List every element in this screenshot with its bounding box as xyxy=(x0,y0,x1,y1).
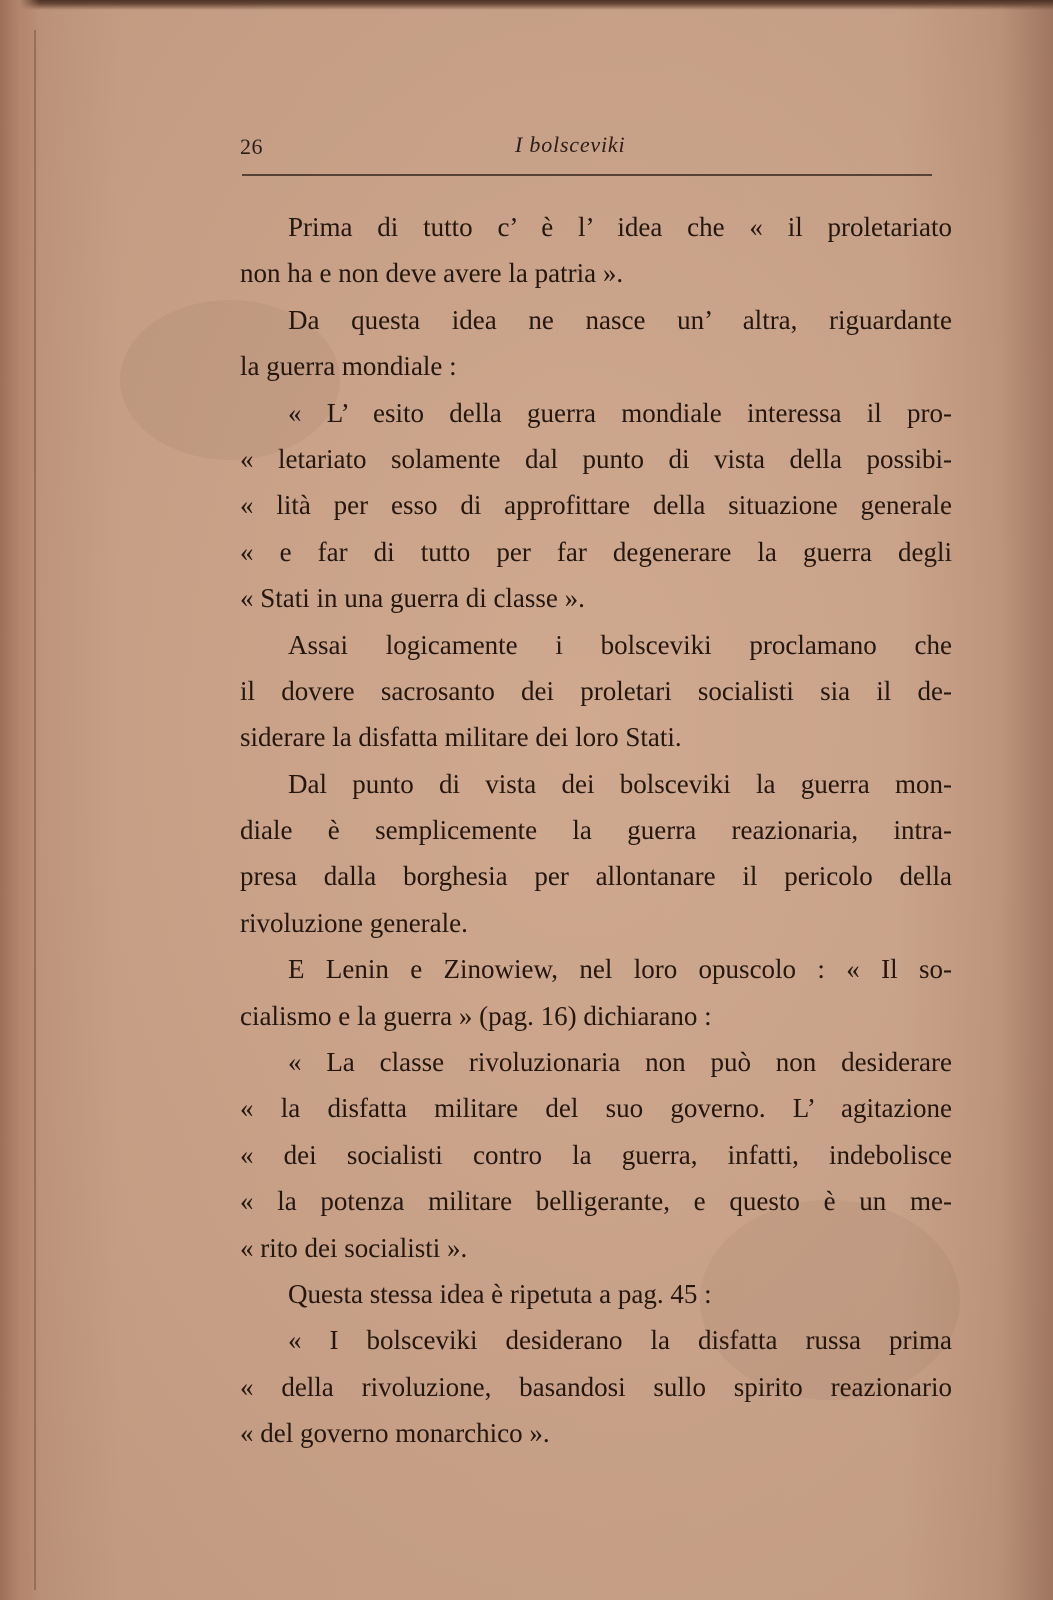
quote-line: « letariato solamente dal punto di vista della possibi- xyxy=(240,443,952,474)
quote-line: « L’ esito della guerra mondiale interessa il pro- xyxy=(288,397,952,428)
text-line: siderare la disfatta militare dei loro Stati. xyxy=(240,722,682,753)
quote-line: « lità per esso di approfittare della situazione generale xyxy=(240,490,952,521)
quote-line: « rito dei socialisti ». xyxy=(240,1232,468,1263)
text-line: Dal punto di vista dei bolsceviki la guerra mon- xyxy=(288,768,952,799)
text-line: Assai logicamente i bolsceviki proclamano che xyxy=(288,629,952,660)
quote-line: « La classe rivoluzionaria non può non desiderare xyxy=(288,1047,952,1078)
text-line: non ha e non deve avere la patria ». xyxy=(240,258,624,289)
text-line: Questa stessa idea è ripetuta a pag. 45 : xyxy=(288,1278,712,1309)
quote-line: « della rivoluzione, basandosi sullo spirito reazionario xyxy=(240,1371,952,1402)
binding-line xyxy=(34,30,36,1590)
text-line: la guerra mondiale : xyxy=(240,351,457,382)
page-top-edge xyxy=(0,0,1053,10)
running-title: I bolsceviki xyxy=(515,132,626,157)
quote-line: « e far di tutto per far degenerare la guerra degli xyxy=(240,536,952,567)
text-line: presa dalla borghesia per allontanare il pericolo della xyxy=(240,861,952,892)
text-line: E Lenin e Zinowiew, nel loro opuscolo : « Il so- xyxy=(288,954,952,985)
page-header xyxy=(240,128,940,168)
text-line: Da questa idea ne nasce un’ altra, riguardante xyxy=(288,304,952,335)
page-number: 26 xyxy=(240,134,263,159)
text-line: cialismo e la guerra » (pag. 16) dichiarano : xyxy=(240,1000,712,1031)
text-line: diale è semplicemente la guerra reazionaria, intra- xyxy=(240,815,952,846)
quote-line: « Stati in una guerra di classe ». xyxy=(240,583,585,614)
quote-line: « dei socialisti contro la guerra, infatti, indebolisce xyxy=(240,1139,952,1170)
body-text xyxy=(240,204,952,1457)
text-line: il dovere sacrosanto dei proletari socialisti sia il de- xyxy=(240,675,952,706)
quote-line: « I bolsceviki desiderano la disfatta russa prima xyxy=(288,1325,952,1356)
page-binding-edge xyxy=(0,0,40,1600)
quote-line: « la potenza militare belligerante, e questo è un me- xyxy=(240,1186,952,1217)
quote-line: « del governo monarchico ». xyxy=(240,1418,550,1449)
header-rule xyxy=(242,174,932,176)
quote-line: « la disfatta militare del suo governo. L’ agitazione xyxy=(240,1093,952,1124)
text-line: Prima di tutto c’ è l’ idea che « il proletariato xyxy=(288,212,952,242)
text-line: rivoluzione generale. xyxy=(240,907,468,938)
